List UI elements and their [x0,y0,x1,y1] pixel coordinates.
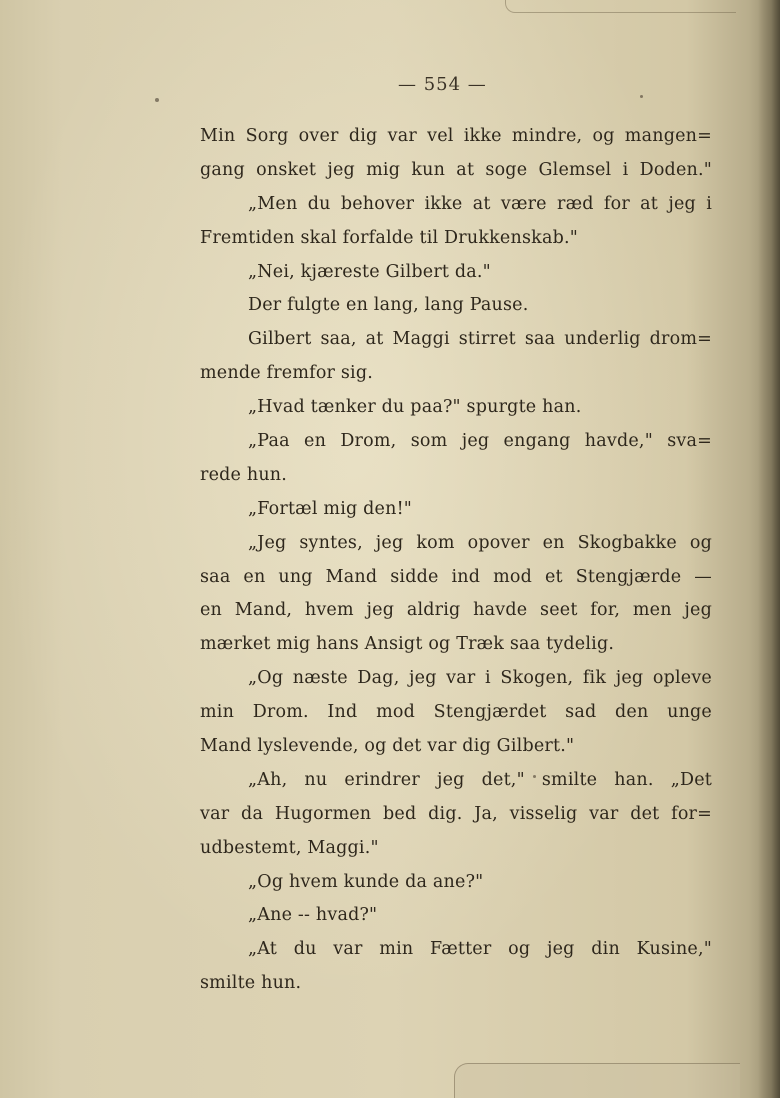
text-line: Min Sorg over dig var vel ikke mindre, og mangen= [200,126,712,146]
text-line: „Men du behover ikke at være ræd for at jeg i [248,193,712,214]
text-line: „Ah, nu erindrer jeg det," smilte han. „Det [248,769,712,790]
body-text [200,120,712,1001]
text-line: udbestemt, Maggi." [200,837,379,858]
text-line: smilte hun. [200,973,302,994]
text-line: rede hun. [200,464,288,485]
text-line: Mand lyslevende, og det var dig Gilbert." [200,736,575,757]
text-line: „Fortæl mig den!" [248,498,413,519]
text-line: en Mand, hvem jeg aldrig havde seet for, men jeg [200,600,712,621]
text-line: „Og hvem kunde da ane?" [248,871,484,892]
text-line: „Paa en Drom, som jeg engang havde," sva= [248,431,712,452]
page-edge-top [505,0,736,13]
text-line: „Hvad tænker du paa?" spurgte han. [248,397,582,418]
page-edge-shadow [758,0,780,1098]
text-line: „Jeg syntes, jeg kom opover en Skogbakke og [248,532,712,553]
text-line: mærket mig hans Ansigt og Træk saa tydelig. [200,634,615,655]
text-line: „Ane -- hvad?" [248,905,378,926]
text-line: Fremtiden skal forfalde til Drukkenskab." [200,227,578,248]
ink-speck [640,95,643,98]
page-number: — 554 — [398,74,487,95]
text-line: „Nei, kjæreste Gilbert da." [248,261,491,282]
ink-speck [155,98,159,102]
text-line: „At du var min Fætter og jeg din Kusine," [248,939,712,960]
text-line: Der fulgte en lang, lang Pause. [248,295,529,316]
text-line: Gilbert saa, at Maggi stirret saa underlig drom= [248,329,712,350]
text-line: mende fremfor sig. [200,363,374,384]
page-corner-fold [454,1063,740,1098]
text-line: saa en ung Mand sidde ind mod et Stengjærde — [200,566,712,587]
text-line: min Drom. Ind mod Stengjærdet sad den unge [200,702,712,723]
text-line: „Og næste Dag, jeg var i Skogen, fik jeg opleve [248,668,712,689]
text-line: var da Hugormen bed dig. Ja, visselig var det for= [200,803,712,824]
text-line: gang onsket jeg mig kun at soge Glemsel i Doden." [200,159,712,180]
